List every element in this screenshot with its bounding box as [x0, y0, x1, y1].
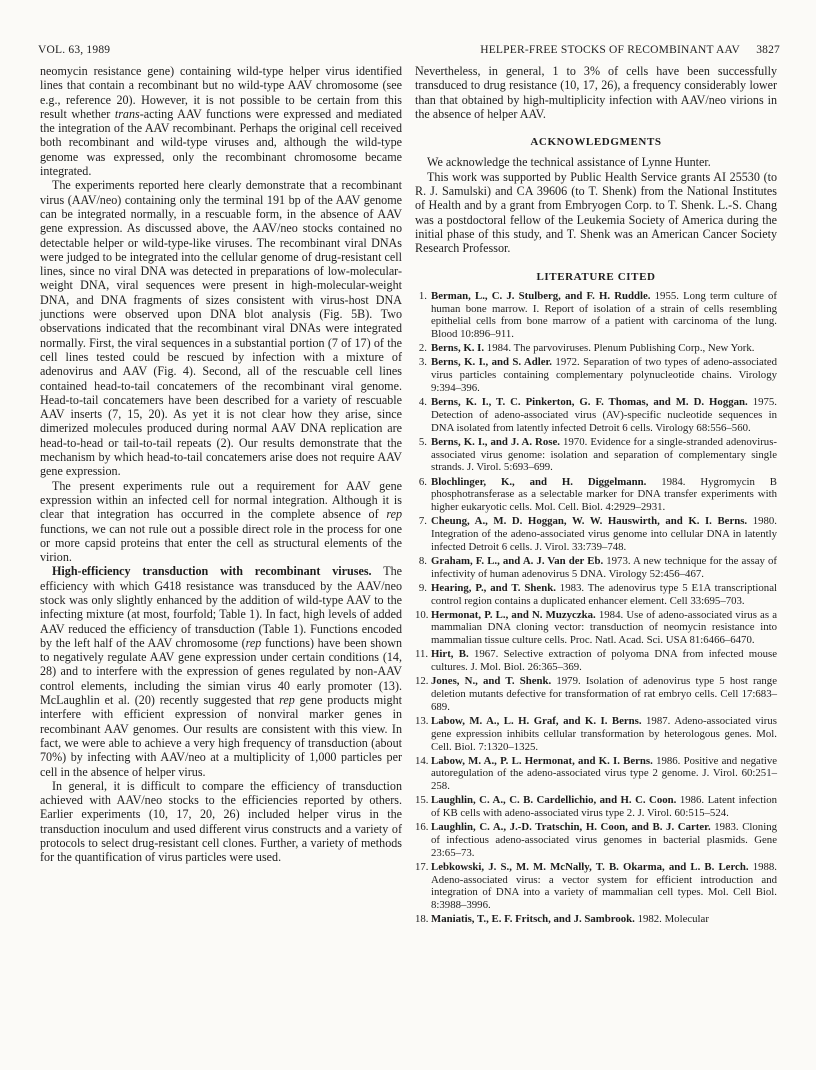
reference-details: 1984. Use of adeno-associated virus as a mammalian DNA cloning vector: transduction of neomycin resistance into mammalian tissue culture cells. Proc. Natl. Acad. Sci. USA 81:6466–6470.	[431, 608, 777, 647]
reference-authors: Berns, K. I., and S. Adler.	[431, 356, 553, 369]
reference-authors: Laughlin, C. A., J.-D. Tratschin, H. Coon, and B. J. Carter.	[431, 821, 711, 834]
reference-authors: Hermonat, P. L., and N. Muzyczka.	[431, 608, 596, 621]
reference-details: 1982. Molecular	[634, 913, 709, 926]
reference-item	[415, 396, 777, 434]
left-column	[40, 64, 402, 865]
ack-paragraph-2: This work was supported by Public Health Service grants AI 25530 (to R. J. Samulski) and CA 39606 (to T. Shenk) from the National Institutes of Health and by a grant from Embryogen Corp. to T. Shenk. L.-S. Chang was a postdoctoral fellow of the Leukemia Society of America during the initial phase of this study, and T. Shenk was an American Cancer Society Research Professor.	[415, 169, 777, 256]
reference-item	[415, 648, 777, 674]
paragraph-4: High-efficiency transduction with recombinant viruses. The efficiency with which G418 resistance was transduced by the AAV/neo stock was only slightly enhanced by the addition of wild-type AAV to the infecting mixture (at most, fourfold; Table 1). In fact, high levels of added AAV reduced the efficiency of transduction (Table 1). Functions encoded by the left half of the AAV chromosome (rep functions) have been shown to negatively regulate AAV gene expression under certain conditions (14, 28) and to interfere with the expression of genes regulated by non-AAV control elements, including the simian virus 40 early promoter (13). McLaughlin et al. (20) recently suggested that rep gene products might interfere with efficient expression of nonviral marker genes in recombinant AAV genomes. Our results are consistent with this view. In fact, we were able to achieve a very high frequency of transduction (about 70%) by infecting with AAV/neo at a multiplicity of 1,000 particles per cell in the absence of helper virus.	[40, 564, 403, 779]
section-heading-transduction: High-efficiency transduction with recombinant viruses.	[52, 564, 372, 579]
reference-number: 12.	[415, 675, 429, 688]
reference-number: 17.	[415, 860, 429, 873]
reference-details: 1975. Detection of adeno-associated virus (AV)-specific nucleotide sequences in DNA isolated from latently infected Detroit 6 cells. Virology 68:556–560.	[431, 396, 777, 434]
reference-details: 1970. Evidence for a single-stranded adenovirus-associated virus genome: isolation and separation of complementary single strands. J. Virol. 5:693–699.	[431, 435, 777, 474]
paragraph-2: The experiments reported here clearly demonstrate that a recombinant virus (AAV/neo) containing only the terminal 191 bp of the AAV genome can be integrated normally, in a rescuable form, in the absence of AAV gene expression. As discussed above, the AAV/neo stocks contained no detectable helper or wild-type-like viruses. The recombinant viral DNAs were judged to be integrated into the cellular genome of drug-resistant cell lines, since no viral DNA was detected in preparations of low-molecular-weight DNA, viral sequences were present in high-molecular-weight DNA, and DNA fragments of sizes consistent with virus-host DNA junctions were observed upon DNA blot analysis (Fig. 5B). Two observations indicated that the recombinant viral DNAs were integrated normally. First, the viral sequences in a substantial portion (7 of 17) of the cell lines tested could be rescued by infection with a mixture of adenovirus and AAV (Fig. 4). Second, all of the rescuable cell lines contained head-to-tail concatemers of the recombinant viral genome. Head-to-tail concatemers have been described for a variety of rescuable AAV inserts (7, 15, 20). As yet it is not clear how they arise, since dimerized molecules produced during normal AAV DNA replication are head-to-head or tail-to-tail repeats (2). Our results demonstrate that the mechanism by which head-to-tail concatemers arise does not require AAV gene expression.	[40, 178, 402, 479]
reference-number: 11.	[415, 648, 429, 661]
reference-authors: Laughlin, C. A., C. B. Cardellichio, and H. C. Coon.	[431, 794, 677, 807]
reference-details: 1984. Hygromycin B phosphotransferase as a selectable marker for DNA transfer experiments with higher eukaryotic cells. Mol. Cell. Biol. 4:2929–2931.	[431, 475, 777, 514]
reference-list	[415, 290, 777, 926]
reference-details: 1983. Cloning of infectious adeno-associated virus genomes in bacterial plasmids. Gene 23:65–73.	[431, 821, 777, 859]
running-title: HELPER-FREE STOCKS OF RECOMBINANT AAV	[480, 44, 740, 56]
reference-number: 2.	[418, 342, 427, 355]
reference-item	[415, 342, 777, 355]
reference-item	[415, 794, 777, 820]
reference-number: 7.	[418, 515, 427, 528]
paragraph-5: In general, it is difficult to compare the efficiency of transduction achieved with AAV/neo stocks to the efficiencies reported by others. Earlier experiments (10, 17, 20, 26) included helper virus in the transduction inoculum and used different virus constructs and a variety of protocols to select drug-resistant cell clones. Further, a variety of methods for the quantification of virus particles were used.	[40, 778, 402, 865]
reference-details: 1986. Latent infection of KB cells with adeno-associated virus type 2. J. Virol. 60:515–524.	[431, 794, 777, 820]
reference-number: 15.	[415, 794, 429, 807]
reference-authors: Labow, M. A., L. H. Graf, and K. I. Berns.	[431, 714, 642, 727]
paragraph-3: The present experiments rule out a requirement for AAV gene expression within an infected cell for normal integration. Although it is clear that integration has occurred in the complete absence of rep functions, we can not rule out a possible direct role in the process for one or more capsid proteins that enter the cell as structural elements of the virion.	[40, 478, 402, 565]
volume-label: VOL. 63, 1989	[38, 44, 111, 56]
ack-paragraph-1: We acknowledge the technical assistance of Lynne Hunter.	[427, 155, 711, 170]
reference-item	[415, 675, 777, 713]
reference-item	[415, 821, 777, 859]
paragraph-6: Nevertheless, in general, 1 to 3% of cells have been successfully transduced to drug resistance (10, 17, 26), a frequency considerably lower than that obtained by high-multiplicity infection with AAV/neo virions in the absence of helper AAV.	[415, 64, 777, 121]
reference-authors: Berns, K. I., T. C. Pinkerton, G. F. Thomas, and M. D. Hoggan.	[431, 396, 748, 409]
right-column	[415, 64, 777, 927]
running-header	[38, 44, 780, 60]
reference-item	[415, 476, 777, 514]
reference-details: 1983. The adenovirus type 5 E1A transcriptional control region contains a duplicated enhancer element. Cell 33:695–703.	[431, 581, 777, 607]
reference-number: 16.	[415, 821, 429, 834]
reference-item	[415, 609, 777, 647]
reference-details: 1988. Adeno-associated virus: a vector system for efficient introduction and integration of DNA into a variety of mammalian cell types. Mol. Cell Biol. 8:3988–3996.	[431, 860, 777, 912]
reference-authors: Blochlinger, K., and H. Diggelmann.	[431, 475, 647, 488]
reference-details: 1967. Selective extraction of polyoma DNA from infected mouse cultures. J. Mol. Biol. 26:365–369.	[431, 648, 778, 674]
paragraph-1: neomycin resistance gene) containing wild-type helper virus identified lines that contain a recombinant but no wild-type AAV chromosome (see e.g., reference 20). However, it is not possible to be certain from this result whether trans-acting AAV functions were expressed and mediated the integration of the AAV recombinant. Perhaps the original cell received both recombinant and wild-type viruses and, although the wild-type genome was expressed, only the recombinant chromosome became integrated.	[40, 64, 402, 179]
reference-number: 10.	[415, 608, 429, 621]
reference-item	[415, 290, 777, 341]
reference-number: 3.	[418, 356, 427, 369]
page-number: 3827	[756, 44, 780, 56]
reference-number: 18.	[415, 913, 429, 926]
reference-authors: Lebkowski, J. S., M. M. McNally, T. B. Okarma, and L. B. Lerch.	[431, 860, 749, 873]
reference-details: 1980. Integration of the adeno-associated virus genome into cellular DNA in latently infected Detroit 6 cells. J. Virol. 33:739–748.	[431, 515, 777, 553]
reference-item	[415, 715, 777, 753]
reference-number: 1.	[418, 289, 427, 302]
reference-item	[415, 555, 777, 581]
reference-details: 1987. Adeno-associated virus gene expression inhibits cellular transformation by heterologous genes. Mol. Cell. Biol. 7:1320–1325.	[431, 714, 777, 753]
reference-authors: Labow, M. A., P. L. Hermonat, and K. I. Berns.	[431, 754, 653, 767]
reference-item	[415, 755, 777, 793]
reference-item	[415, 436, 777, 474]
reference-number: 14.	[415, 754, 429, 767]
reference-number: 5.	[418, 435, 427, 448]
reference-details: 1955. Long term culture of human bone marrow. I. Report of isolation of a strain of cells resembling epithelial cells from bone marrow of a patient with carcinoma of the lung. Blood 10:896–911.	[431, 289, 777, 341]
reference-details: 1973. A new technique for the assay of infectivity of human adenovirus 5 DNA. Virology 52:456–467.	[431, 554, 778, 580]
reference-details: 1984. The parvoviruses. Plenum Publishing Corp., New York.	[484, 342, 755, 355]
reference-details: 1972. Separation of two types of adeno-associated virus particles containing complementary polynucleotide chains. Virology 9:394–396.	[431, 356, 778, 395]
reference-number: 9.	[418, 581, 427, 594]
reference-authors: Maniatis, T., E. F. Fritsch, and J. Sambrook.	[431, 913, 635, 926]
reference-number: 13.	[415, 714, 429, 727]
reference-authors: Jones, N., and T. Shenk.	[431, 675, 552, 688]
reference-authors: Berman, L., C. J. Stulberg, and F. H. Ruddle.	[431, 289, 651, 302]
reference-authors: Cheung, A., M. D. Hoggan, W. W. Hauswirth, and K. I. Berns.	[431, 515, 748, 528]
reference-authors: Berns, K. I., and J. A. Rose.	[431, 435, 560, 448]
reference-number: 8.	[418, 554, 427, 567]
reference-item	[415, 582, 777, 608]
reference-authors: Hirt, B.	[431, 648, 469, 661]
literature-cited-heading: LITERATURE CITED	[536, 270, 656, 283]
reference-details: 1979. Isolation of adenovirus type 5 host range deletion mutants defective for transformation of rat embryo cells. Cell 17:683–689.	[431, 675, 777, 713]
reference-item	[415, 861, 777, 912]
acknowledgments-heading: ACKNOWLEDGMENTS	[530, 136, 662, 149]
reference-item	[415, 356, 777, 394]
reference-authors: Berns, K. I.	[431, 342, 485, 355]
reference-number: 6.	[418, 475, 427, 488]
reference-authors: Graham, F. L., and A. J. Van der Eb.	[431, 554, 604, 567]
reference-item	[415, 515, 777, 553]
reference-authors: Hearing, P., and T. Shenk.	[431, 581, 556, 594]
reference-number: 4.	[418, 396, 427, 409]
reference-item	[415, 913, 777, 926]
reference-details: 1986. Positive and negative autoregulation of the adeno-associated virus type 2 genome. J. Virol. 60:251–258.	[431, 754, 778, 793]
